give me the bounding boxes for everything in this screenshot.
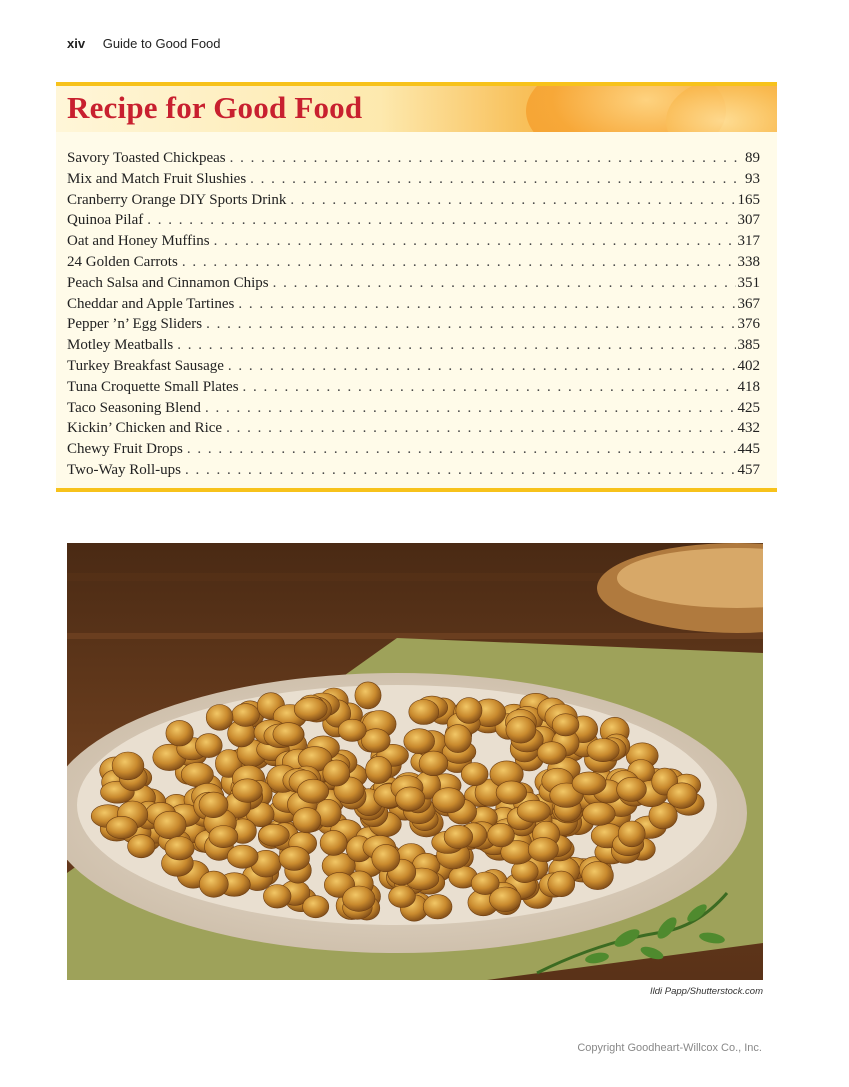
dot-leader bbox=[185, 462, 736, 479]
toc-entry bbox=[67, 337, 760, 358]
toc-entry bbox=[67, 275, 760, 296]
recipe-feature-box bbox=[56, 82, 777, 492]
recipe-title: Two-Way Roll-ups bbox=[67, 461, 181, 478]
recipe-title: Pepper ’n’ Egg Sliders bbox=[67, 316, 203, 333]
recipe-title: Savory Toasted Chickpeas bbox=[67, 150, 226, 166]
recipe-page: 445 bbox=[737, 441, 760, 458]
recipe-page: 402 bbox=[737, 357, 760, 374]
toc-entry bbox=[67, 462, 760, 483]
recipe-title: Kickin’ Chicken and Rice bbox=[67, 420, 223, 437]
recipe-page: 338 bbox=[737, 253, 760, 270]
title-banner bbox=[56, 86, 777, 132]
toc-entry bbox=[67, 358, 760, 379]
recipe-title: Taco Seasoning Blend bbox=[67, 399, 201, 416]
toc-entry bbox=[67, 233, 760, 254]
toc-entry bbox=[67, 296, 760, 317]
recipe-title: 24 Golden Carrots bbox=[67, 253, 178, 270]
dot-leader bbox=[273, 275, 736, 292]
toc-entry bbox=[67, 379, 760, 400]
recipe-page: 317 bbox=[737, 233, 760, 250]
toc-entry bbox=[67, 254, 760, 275]
recipe-page: 93 bbox=[745, 170, 760, 187]
dot-leader bbox=[230, 150, 743, 167]
toc-entry bbox=[67, 400, 760, 421]
recipe-page: 432 bbox=[737, 420, 760, 437]
dot-leader bbox=[290, 192, 735, 209]
page-number: xiv bbox=[67, 36, 86, 51]
toc-entry bbox=[67, 212, 760, 233]
dot-leader bbox=[214, 233, 736, 250]
toc-entry bbox=[67, 420, 760, 441]
dot-leader bbox=[226, 420, 735, 437]
chickpeas-photo bbox=[67, 543, 763, 980]
dot-leader bbox=[205, 400, 736, 417]
recipe-page: 165 bbox=[737, 191, 760, 208]
recipe-page: 418 bbox=[737, 378, 760, 395]
recipe-title: Quinoa Pilaf bbox=[67, 212, 144, 229]
dot-leader bbox=[228, 358, 736, 375]
dot-leader bbox=[243, 379, 736, 396]
recipe-page: 367 bbox=[737, 295, 760, 312]
recipe-page: 385 bbox=[737, 337, 760, 354]
recipe-title: Motley Meatballs bbox=[67, 337, 174, 354]
running-header bbox=[67, 36, 221, 51]
toc-entry bbox=[67, 171, 760, 192]
recipe-page: 351 bbox=[737, 274, 760, 291]
recipe-page: 457 bbox=[737, 461, 760, 478]
dot-leader bbox=[206, 316, 735, 333]
recipe-title: Chewy Fruit Drops bbox=[67, 441, 183, 458]
recipe-title: Turkey Breakfast Sausage bbox=[67, 357, 224, 374]
recipe-title: Mix and Match Fruit Slushies bbox=[67, 170, 247, 187]
dot-leader bbox=[147, 212, 735, 229]
dot-leader bbox=[250, 171, 743, 188]
recipe-title: Peach Salsa and Cinnamon Chips bbox=[67, 274, 269, 291]
recipe-title: Oat and Honey Muffins bbox=[67, 233, 210, 250]
orange-slice-decoration bbox=[666, 86, 777, 132]
toc-entry bbox=[67, 316, 760, 337]
recipe-page: 425 bbox=[737, 399, 760, 416]
recipe-title: Cheddar and Apple Tartines bbox=[67, 295, 235, 312]
recipe-page: 89 bbox=[745, 150, 760, 166]
toc-entry bbox=[67, 192, 760, 213]
recipe-title: Tuna Croquette Small Plates bbox=[67, 378, 239, 395]
box-title: Recipe for Good Food bbox=[67, 90, 363, 125]
recipe-page: 307 bbox=[737, 212, 760, 229]
dot-leader bbox=[238, 296, 735, 313]
toc-entry bbox=[67, 150, 760, 171]
dot-leader bbox=[182, 254, 736, 271]
toc-entry bbox=[67, 441, 760, 462]
dot-leader bbox=[187, 441, 736, 458]
dot-leader bbox=[177, 337, 735, 354]
book-title: Guide to Good Food bbox=[102, 36, 221, 51]
recipe-title: Cranberry Orange DIY Sports Drink bbox=[67, 191, 287, 208]
copyright-notice: Copyright Goodheart-Willcox Co., Inc. bbox=[577, 1042, 762, 1054]
recipe-page: 376 bbox=[737, 316, 760, 333]
photo-credit: Ildi Papp/Shutterstock.com bbox=[650, 986, 763, 997]
recipe-list bbox=[67, 150, 760, 483]
